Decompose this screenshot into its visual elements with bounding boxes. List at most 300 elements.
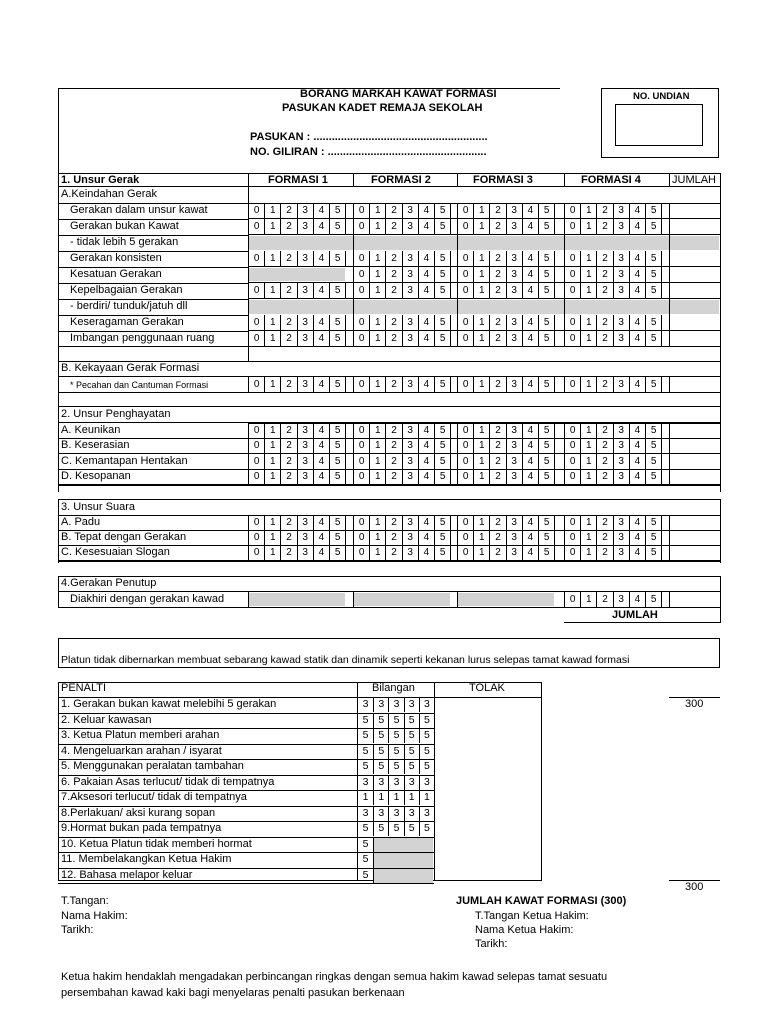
score-option[interactable]: 0 <box>564 454 580 469</box>
score-option[interactable]: 2 <box>489 219 505 234</box>
score-option[interactable]: 2 <box>489 469 505 484</box>
ttangan-field[interactable]: T.Tangan: <box>61 895 109 907</box>
score-option[interactable]: 2 <box>489 545 505 560</box>
penalty-value[interactable]: 1 <box>404 790 419 805</box>
score-option[interactable]: 4 <box>522 219 538 234</box>
score-option[interactable]: 4 <box>629 219 645 234</box>
score-option[interactable]: 4 <box>313 515 329 530</box>
score-option[interactable]: 2 <box>489 454 505 469</box>
score-option[interactable]: 1 <box>473 203 489 218</box>
penalty-value[interactable]: 5 <box>362 744 369 757</box>
score-option[interactable]: 0 <box>353 545 369 560</box>
score-option[interactable]: 1 <box>264 251 280 266</box>
score-option[interactable]: 2 <box>385 454 401 469</box>
score-option[interactable]: 4 <box>522 454 538 469</box>
giliran-field[interactable]: NO. GILIRAN : .................................................... <box>250 146 487 158</box>
score-option[interactable]: 0 <box>457 438 473 453</box>
score-option[interactable]: 5 <box>329 203 345 218</box>
score-option[interactable]: 4 <box>629 530 645 545</box>
score-option[interactable]: 5 <box>434 438 450 453</box>
score-option[interactable]: 0 <box>353 469 369 484</box>
score-option[interactable]: 5 <box>645 469 661 484</box>
score-option[interactable]: 1 <box>369 267 385 282</box>
score-option[interactable]: 1 <box>369 515 385 530</box>
score-option[interactable]: 3 <box>506 251 522 266</box>
score-option[interactable]: 2 <box>280 251 296 266</box>
score-option[interactable]: 4 <box>522 545 538 560</box>
score-option[interactable]: 2 <box>385 438 401 453</box>
score-option[interactable]: 2 <box>280 530 296 545</box>
score-option[interactable]: 2 <box>385 203 401 218</box>
score-option[interactable]: 5 <box>329 251 345 266</box>
score-option[interactable]: 1 <box>473 530 489 545</box>
score-option[interactable]: 2 <box>489 315 505 330</box>
score-option[interactable]: 0 <box>353 331 369 346</box>
score-option[interactable]: 4 <box>418 423 434 438</box>
score-option[interactable]: 2 <box>489 283 505 298</box>
score-option[interactable]: 4 <box>313 203 329 218</box>
score-option[interactable]: 0 <box>248 251 264 266</box>
score-option[interactable]: 0 <box>248 469 264 484</box>
score-option[interactable]: 1 <box>580 267 596 282</box>
score-option[interactable]: 1 <box>580 454 596 469</box>
score-option[interactable]: 0 <box>353 315 369 330</box>
score-option[interactable]: 2 <box>596 315 612 330</box>
score-option[interactable]: 3 <box>297 438 313 453</box>
score-option[interactable]: 2 <box>596 283 612 298</box>
score-option[interactable]: 5 <box>538 283 554 298</box>
score-option[interactable]: 0 <box>248 530 264 545</box>
penalty-value[interactable]: 5 <box>373 821 388 836</box>
score-option[interactable]: 2 <box>489 377 505 392</box>
score-option[interactable]: 3 <box>297 315 313 330</box>
score-option[interactable]: 2 <box>385 469 401 484</box>
score-option[interactable]: 0 <box>457 545 473 560</box>
score-option[interactable]: 0 <box>564 377 580 392</box>
score-option[interactable]: 1 <box>473 377 489 392</box>
score-option[interactable]: 0 <box>564 592 580 607</box>
score-option[interactable]: 2 <box>385 315 401 330</box>
penalty-value[interactable]: 5 <box>373 728 388 743</box>
score-option[interactable]: 2 <box>489 203 505 218</box>
score-option[interactable]: 0 <box>564 315 580 330</box>
score-option[interactable]: 3 <box>297 454 313 469</box>
score-option[interactable]: 4 <box>629 454 645 469</box>
score-option[interactable]: 2 <box>280 438 296 453</box>
score-option[interactable]: 4 <box>629 331 645 346</box>
score-option[interactable]: 4 <box>418 203 434 218</box>
score-option[interactable]: 2 <box>489 530 505 545</box>
score-option[interactable]: 2 <box>280 315 296 330</box>
score-option[interactable]: 4 <box>418 377 434 392</box>
penalty-value[interactable]: 1 <box>419 790 434 805</box>
score-option[interactable]: 3 <box>402 203 418 218</box>
score-option[interactable]: 0 <box>248 377 264 392</box>
penalty-value[interactable]: 5 <box>419 728 434 743</box>
score-option[interactable]: 3 <box>402 469 418 484</box>
score-option[interactable]: 1 <box>580 203 596 218</box>
score-option[interactable]: 3 <box>613 423 629 438</box>
score-option[interactable]: 4 <box>418 454 434 469</box>
score-option[interactable]: 5 <box>329 438 345 453</box>
score-option[interactable]: 1 <box>369 423 385 438</box>
score-option[interactable]: 1 <box>580 515 596 530</box>
score-option[interactable]: 5 <box>645 530 661 545</box>
score-option[interactable]: 3 <box>402 515 418 530</box>
score-option[interactable]: 4 <box>522 203 538 218</box>
score-option[interactable]: 5 <box>538 469 554 484</box>
undian-input[interactable] <box>615 104 703 146</box>
score-option[interactable]: 3 <box>613 331 629 346</box>
score-option[interactable]: 5 <box>645 423 661 438</box>
score-option[interactable]: 4 <box>629 423 645 438</box>
score-option[interactable]: 3 <box>613 438 629 453</box>
score-option[interactable]: 4 <box>418 438 434 453</box>
penalty-value[interactable]: 3 <box>419 775 434 790</box>
score-option[interactable]: 4 <box>522 438 538 453</box>
score-option[interactable]: 5 <box>434 545 450 560</box>
score-option[interactable]: 3 <box>402 251 418 266</box>
score-option[interactable]: 5 <box>538 219 554 234</box>
score-option[interactable]: 1 <box>369 203 385 218</box>
score-option[interactable]: 1 <box>369 251 385 266</box>
penalty-value[interactable]: 5 <box>388 759 403 774</box>
score-option[interactable]: 0 <box>248 423 264 438</box>
score-option[interactable]: 1 <box>369 283 385 298</box>
score-option[interactable]: 1 <box>369 315 385 330</box>
score-option[interactable]: 3 <box>297 203 313 218</box>
score-option[interactable]: 0 <box>457 203 473 218</box>
penalty-value[interactable]: 3 <box>362 775 369 788</box>
penalty-value[interactable]: 3 <box>373 806 388 821</box>
score-option[interactable]: 3 <box>402 267 418 282</box>
score-option[interactable]: 0 <box>248 203 264 218</box>
penalty-value[interactable]: 5 <box>404 713 419 728</box>
score-option[interactable]: 3 <box>402 530 418 545</box>
score-option[interactable]: 0 <box>564 530 580 545</box>
score-option[interactable]: 2 <box>596 203 612 218</box>
penalty-value[interactable]: 5 <box>404 759 419 774</box>
score-option[interactable]: 0 <box>353 423 369 438</box>
score-option[interactable]: 3 <box>297 251 313 266</box>
penalty-value[interactable]: 5 <box>362 868 369 881</box>
score-option[interactable]: 4 <box>629 203 645 218</box>
score-option[interactable]: 1 <box>264 315 280 330</box>
score-option[interactable]: 1 <box>369 438 385 453</box>
score-option[interactable]: 2 <box>280 515 296 530</box>
score-option[interactable]: 5 <box>538 454 554 469</box>
score-option[interactable]: 5 <box>538 545 554 560</box>
score-option[interactable]: 3 <box>402 545 418 560</box>
score-option[interactable]: 2 <box>489 267 505 282</box>
score-option[interactable]: 5 <box>434 315 450 330</box>
score-option[interactable]: 2 <box>596 545 612 560</box>
score-option[interactable]: 4 <box>313 331 329 346</box>
score-option[interactable]: 2 <box>385 515 401 530</box>
score-option[interactable]: 2 <box>596 515 612 530</box>
score-option[interactable]: 1 <box>473 515 489 530</box>
score-option[interactable]: 0 <box>457 454 473 469</box>
score-option[interactable]: 0 <box>353 251 369 266</box>
score-option[interactable]: 1 <box>473 219 489 234</box>
score-option[interactable]: 3 <box>297 469 313 484</box>
score-option[interactable]: 0 <box>353 530 369 545</box>
score-option[interactable]: 0 <box>564 423 580 438</box>
score-option[interactable]: 1 <box>264 438 280 453</box>
score-option[interactable]: 3 <box>506 283 522 298</box>
score-option[interactable]: 0 <box>353 454 369 469</box>
score-option[interactable]: 2 <box>385 267 401 282</box>
score-option[interactable]: 2 <box>489 251 505 266</box>
score-option[interactable]: 1 <box>264 545 280 560</box>
score-option[interactable]: 4 <box>418 469 434 484</box>
score-option[interactable]: 3 <box>613 283 629 298</box>
penalty-value[interactable]: 5 <box>362 822 369 834</box>
penalty-value[interactable]: 3 <box>373 775 388 790</box>
score-option[interactable]: 3 <box>613 530 629 545</box>
score-option[interactable]: 0 <box>564 438 580 453</box>
score-option[interactable]: 5 <box>329 283 345 298</box>
score-option[interactable]: 1 <box>473 438 489 453</box>
penalty-value[interactable]: 5 <box>404 821 419 836</box>
score-option[interactable]: 5 <box>645 283 661 298</box>
score-option[interactable]: 4 <box>629 377 645 392</box>
score-option[interactable]: 0 <box>248 515 264 530</box>
score-option[interactable]: 3 <box>613 454 629 469</box>
score-option[interactable]: 0 <box>248 315 264 330</box>
score-option[interactable]: 1 <box>369 454 385 469</box>
score-option[interactable]: 0 <box>457 423 473 438</box>
score-option[interactable]: 2 <box>280 331 296 346</box>
score-option[interactable]: 4 <box>522 469 538 484</box>
score-option[interactable]: 0 <box>248 438 264 453</box>
score-option[interactable]: 1 <box>264 331 280 346</box>
score-option[interactable]: 2 <box>596 377 612 392</box>
score-option[interactable]: 4 <box>313 469 329 484</box>
score-option[interactable]: 2 <box>596 438 612 453</box>
score-option[interactable]: 0 <box>353 438 369 453</box>
score-option[interactable]: 0 <box>457 267 473 282</box>
score-option[interactable]: 3 <box>402 219 418 234</box>
score-option[interactable]: 3 <box>297 219 313 234</box>
score-option[interactable]: 3 <box>613 203 629 218</box>
score-option[interactable]: 4 <box>418 267 434 282</box>
score-option[interactable]: 3 <box>402 423 418 438</box>
score-option[interactable]: 0 <box>457 251 473 266</box>
score-option[interactable]: 0 <box>457 469 473 484</box>
score-option[interactable]: 2 <box>280 469 296 484</box>
score-option[interactable]: 1 <box>580 530 596 545</box>
score-option[interactable]: 0 <box>564 203 580 218</box>
score-option[interactable]: 0 <box>457 530 473 545</box>
score-option[interactable]: 2 <box>596 530 612 545</box>
penalty-value[interactable]: 5 <box>373 744 388 759</box>
score-option[interactable]: 5 <box>645 219 661 234</box>
score-option[interactable]: 1 <box>369 545 385 560</box>
score-option[interactable]: 5 <box>538 530 554 545</box>
score-option[interactable]: 4 <box>313 315 329 330</box>
score-option[interactable]: 1 <box>369 469 385 484</box>
score-option[interactable]: 5 <box>645 315 661 330</box>
score-option[interactable]: 5 <box>329 454 345 469</box>
score-option[interactable]: 3 <box>402 377 418 392</box>
score-option[interactable]: 5 <box>329 377 345 392</box>
score-option[interactable]: 1 <box>580 377 596 392</box>
score-option[interactable]: 3 <box>506 315 522 330</box>
score-option[interactable]: 4 <box>418 219 434 234</box>
score-option[interactable]: 3 <box>506 515 522 530</box>
score-option[interactable]: 4 <box>522 267 538 282</box>
score-option[interactable]: 1 <box>473 267 489 282</box>
score-option[interactable]: 3 <box>402 331 418 346</box>
score-option[interactable]: 4 <box>629 283 645 298</box>
score-option[interactable]: 5 <box>645 377 661 392</box>
penalty-value[interactable]: 3 <box>404 697 419 712</box>
score-option[interactable]: 1 <box>473 454 489 469</box>
score-option[interactable]: 0 <box>353 515 369 530</box>
score-option[interactable]: 1 <box>264 469 280 484</box>
penalty-value[interactable]: 5 <box>404 728 419 743</box>
score-option[interactable]: 4 <box>629 515 645 530</box>
score-option[interactable]: 4 <box>313 530 329 545</box>
score-option[interactable]: 1 <box>473 283 489 298</box>
score-option[interactable]: 1 <box>369 377 385 392</box>
score-option[interactable]: 4 <box>313 438 329 453</box>
score-option[interactable]: 5 <box>538 267 554 282</box>
score-option[interactable]: 0 <box>564 283 580 298</box>
penalty-value[interactable]: 5 <box>362 760 369 772</box>
score-option[interactable]: 2 <box>385 530 401 545</box>
score-option[interactable]: 2 <box>280 283 296 298</box>
score-option[interactable]: 2 <box>385 545 401 560</box>
score-option[interactable]: 0 <box>353 219 369 234</box>
score-option[interactable]: 2 <box>596 219 612 234</box>
score-option[interactable]: 5 <box>434 423 450 438</box>
penalty-value[interactable]: 5 <box>404 744 419 759</box>
score-option[interactable]: 0 <box>457 219 473 234</box>
score-option[interactable]: 3 <box>402 454 418 469</box>
penalty-value[interactable]: 3 <box>362 698 369 710</box>
score-option[interactable]: 0 <box>457 377 473 392</box>
ttangan-ketua-field[interactable]: T.Tangan Ketua Hakim: <box>475 910 589 922</box>
score-option[interactable]: 1 <box>580 283 596 298</box>
score-option[interactable]: 5 <box>434 454 450 469</box>
score-option[interactable]: 5 <box>538 515 554 530</box>
score-option[interactable]: 0 <box>248 331 264 346</box>
score-option[interactable]: 3 <box>613 515 629 530</box>
score-option[interactable]: 3 <box>506 267 522 282</box>
score-option[interactable]: 4 <box>629 315 645 330</box>
penalty-value[interactable]: 5 <box>419 821 434 836</box>
score-option[interactable]: 1 <box>580 251 596 266</box>
score-option[interactable]: 5 <box>538 331 554 346</box>
pasukan-field[interactable]: PASUKAN : ......................................................... <box>250 131 488 143</box>
score-option[interactable]: 5 <box>434 469 450 484</box>
score-option[interactable]: 3 <box>297 515 313 530</box>
penalty-value[interactable]: 5 <box>419 713 434 728</box>
score-option[interactable]: 0 <box>353 267 369 282</box>
score-option[interactable]: 1 <box>580 438 596 453</box>
score-option[interactable]: 0 <box>248 219 264 234</box>
score-option[interactable]: 0 <box>564 469 580 484</box>
score-option[interactable]: 4 <box>522 331 538 346</box>
score-option[interactable]: 4 <box>313 423 329 438</box>
score-option[interactable]: 3 <box>613 377 629 392</box>
score-option[interactable]: 1 <box>473 545 489 560</box>
score-option[interactable]: 4 <box>313 283 329 298</box>
penalty-value[interactable]: 5 <box>362 853 369 865</box>
penalty-value[interactable]: 5 <box>373 713 388 728</box>
score-option[interactable]: 0 <box>457 283 473 298</box>
score-option[interactable]: 0 <box>457 515 473 530</box>
penalty-value[interactable]: 1 <box>373 790 388 805</box>
score-option[interactable]: 1 <box>264 454 280 469</box>
score-option[interactable]: 5 <box>434 283 450 298</box>
score-option[interactable]: 0 <box>353 377 369 392</box>
score-option[interactable]: 1 <box>580 592 596 607</box>
score-option[interactable]: 5 <box>645 515 661 530</box>
score-option[interactable]: 2 <box>280 203 296 218</box>
score-option[interactable]: 1 <box>264 530 280 545</box>
score-option[interactable]: 1 <box>473 469 489 484</box>
penalty-value[interactable]: 5 <box>388 821 403 836</box>
penalty-value[interactable]: 5 <box>388 728 403 743</box>
score-option[interactable]: 0 <box>457 331 473 346</box>
score-option[interactable]: 3 <box>402 438 418 453</box>
penalty-value[interactable]: 5 <box>362 837 369 850</box>
score-option[interactable]: 5 <box>645 454 661 469</box>
penalty-value[interactable]: 3 <box>419 806 434 821</box>
score-option[interactable]: 4 <box>418 331 434 346</box>
score-option[interactable]: 3 <box>506 219 522 234</box>
score-option[interactable]: 1 <box>580 331 596 346</box>
score-option[interactable]: 0 <box>564 251 580 266</box>
score-option[interactable]: 3 <box>613 469 629 484</box>
score-option[interactable]: 4 <box>629 469 645 484</box>
score-option[interactable]: 5 <box>538 377 554 392</box>
score-option[interactable]: 1 <box>369 530 385 545</box>
score-option[interactable]: 2 <box>596 251 612 266</box>
score-option[interactable]: 4 <box>522 283 538 298</box>
score-option[interactable]: 4 <box>522 377 538 392</box>
score-option[interactable]: 2 <box>596 592 612 607</box>
score-option[interactable]: 4 <box>629 545 645 560</box>
score-option[interactable]: 3 <box>297 530 313 545</box>
score-option[interactable]: 5 <box>434 219 450 234</box>
score-option[interactable]: 5 <box>434 331 450 346</box>
score-option[interactable]: 2 <box>489 423 505 438</box>
score-option[interactable]: 4 <box>522 423 538 438</box>
nama-hakim-field[interactable]: Nama Hakim: <box>61 910 128 922</box>
penalty-value[interactable]: 5 <box>373 759 388 774</box>
score-option[interactable]: 4 <box>418 251 434 266</box>
score-option[interactable]: 3 <box>613 545 629 560</box>
penalty-value[interactable]: 5 <box>388 744 403 759</box>
score-option[interactable]: 5 <box>329 315 345 330</box>
score-option[interactable]: 5 <box>329 469 345 484</box>
score-option[interactable]: 4 <box>418 515 434 530</box>
score-option[interactable]: 4 <box>629 267 645 282</box>
penalty-value[interactable]: 3 <box>419 697 434 712</box>
score-option[interactable]: 3 <box>297 283 313 298</box>
score-option[interactable]: 4 <box>522 251 538 266</box>
score-option[interactable]: 5 <box>434 203 450 218</box>
score-option[interactable]: 3 <box>506 545 522 560</box>
score-option[interactable]: 5 <box>645 592 661 607</box>
score-option[interactable]: 4 <box>313 377 329 392</box>
score-option[interactable]: 5 <box>329 331 345 346</box>
score-option[interactable]: 5 <box>645 545 661 560</box>
